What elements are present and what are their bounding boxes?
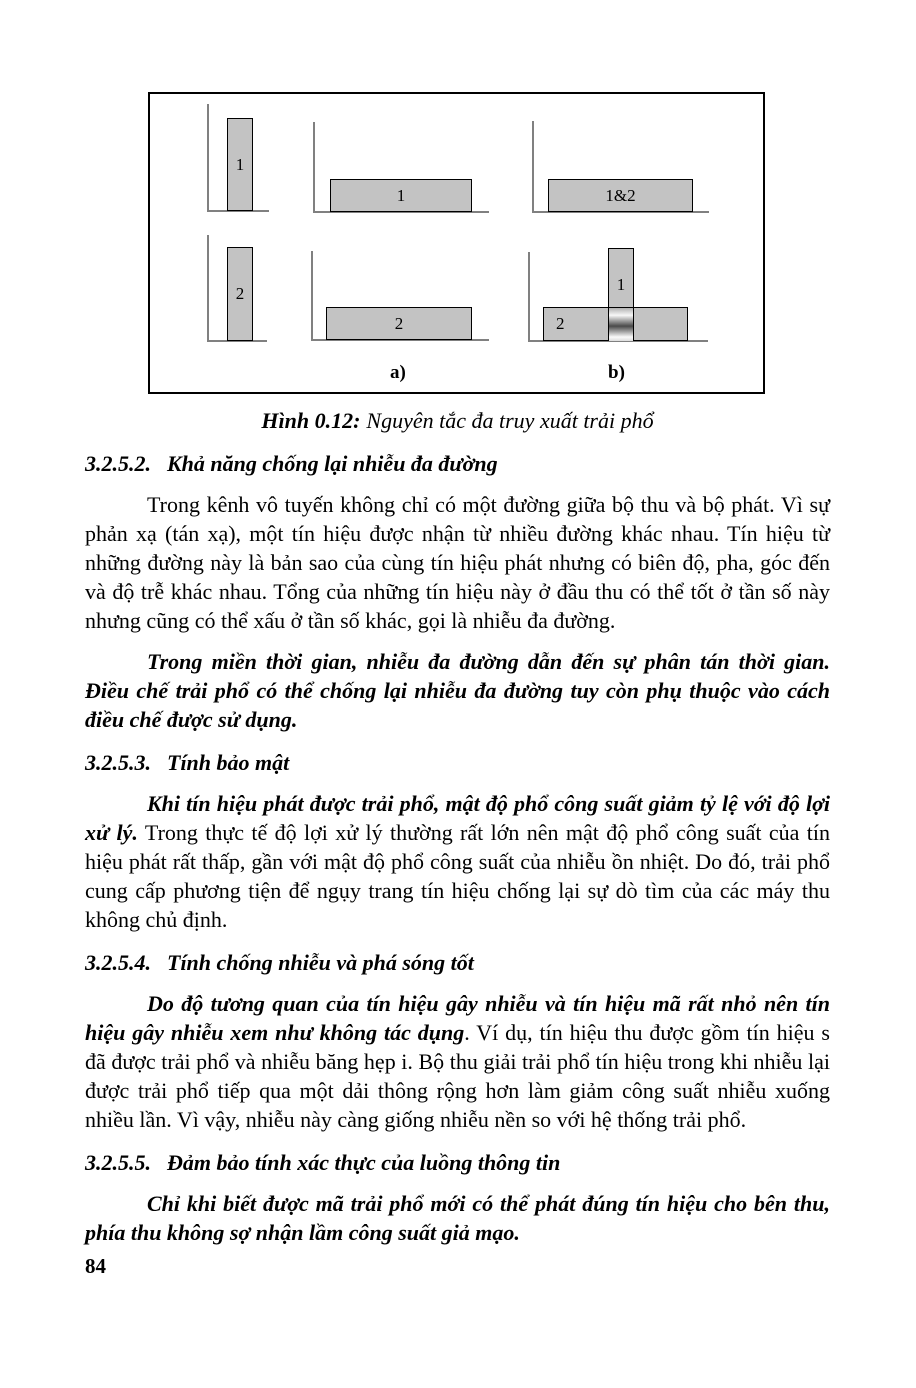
- section-heading-3255: [85, 1148, 830, 1177]
- section-title: Khả năng chống lại nhiễu đa đường: [167, 451, 498, 476]
- paragraph-security: [85, 789, 830, 934]
- section-heading-3253: [85, 748, 830, 777]
- bar-label: 1&2: [605, 185, 636, 205]
- paragraph-text: Trong kênh vô tuyến không chỉ có một đường giữa bộ thu và bộ phát. Vì sự phản xạ (tán xạ), một tín hiệu được nhận từ nhiều đường khác nhau. Tín hiệu từ những đường này là bản sao của cùng tín hiệu phát nhưng có biên độ, pha, góc đến và độ trễ khác nhau. Tổng của những tín hiệu này ở đầu thu có thể tốt ở tần số này nhưng cũng có thể xấu ở tần số khác, gọi là nhiễu đa đường.: [85, 492, 830, 633]
- section-title: Tính chống nhiễu và phá sóng tốt: [167, 950, 474, 975]
- axis-y-top-right: [532, 121, 534, 213]
- figure-multiple-access-diagram: [148, 92, 765, 394]
- interference-overlap-region: [608, 308, 634, 341]
- axis-y-top-middle: [313, 122, 315, 213]
- section-title: Đảm bảo tính xác thực của luồng thông tin: [167, 1150, 561, 1175]
- bar-combined-spread: [548, 179, 693, 212]
- page-content: [0, 92, 916, 1279]
- panel-b-label: b): [608, 362, 625, 383]
- section-number: 3.2.5.4.: [85, 950, 151, 975]
- bar-overlap-narrowband: [608, 248, 634, 308]
- paragraph-text: Trong thực tế độ lợi xử lý thường rất lớn nên mật độ phổ công suất của tín hiệu phát rất thấp, gần với mật độ phổ công suất của nhiễu ồn nhiệt. Do đó, trải phổ cung cấp phương tiện để ngụy trang tín hiệu chống lại sự dò tìm của các máy thu không chủ định.: [85, 820, 831, 932]
- figure-caption: [85, 406, 830, 435]
- bar-label: 2: [235, 284, 245, 303]
- bar-label: 2: [394, 313, 404, 333]
- paragraph-anti-jamming: [85, 989, 830, 1134]
- axis-y-bottom-middle: [311, 251, 313, 341]
- paragraph-multipath-emphasis: [85, 647, 830, 734]
- bar-label: 1: [616, 275, 626, 294]
- paragraph-emphasis-text: Chỉ khi biết được mã trải phổ mới có thể phát đúng tín hiệu cho bên thu, phía thu không sợ nhận lầm công suất giả mạo.: [85, 1191, 830, 1245]
- bar-user1-narrowband: [227, 118, 253, 211]
- bar-label: 2: [556, 314, 565, 333]
- figure-caption-text: Nguyên tắc đa truy xuất trải phổ: [366, 408, 654, 433]
- paragraph-emphasis-text: Trong miền thời gian, nhiễu đa đường dẫn đến sự phân tán thời gian. Điều chế trải phổ có thể chống lại nhiễu đa đường tuy còn phụ thuộc vào cách điều chế được sử dụng.: [85, 649, 830, 732]
- panel-a-label: a): [390, 362, 406, 383]
- bar-label: 1: [396, 185, 406, 205]
- bar-user2-narrowband: [227, 247, 253, 341]
- page-number: 84: [85, 1254, 106, 1278]
- bar-user2-spread: [326, 307, 472, 340]
- paragraph-authenticity: [85, 1189, 830, 1247]
- paragraph-emphasis-text: Do độ tương quan của tín hiệu gây nhiễu và tín hiệu mã rất nhỏ nên tín hiệu gây nhiễu xem như không tác dụng: [85, 991, 830, 1045]
- paragraph-multipath: [85, 490, 830, 635]
- section-heading-3254: [85, 948, 830, 977]
- axis-y-top-left: [207, 104, 209, 212]
- section-heading-3252: [85, 449, 830, 478]
- paragraph-text: . Ví dụ, tín hiệu thu được gồm tín hiệu s đã được trải phổ và nhiễu băng hẹp i. Bộ thu giải trải phổ tín hiệu trong khi nhiễu lại được trải phổ tiếp qua một dải thông rộng hơn làm giảm công suất nhiễu xuống nhiều lần. Vì vậy, nhiễu này càng giống nhiễu nền so với hệ thống trải phổ.: [85, 1020, 830, 1132]
- axis-y-bottom-left: [207, 235, 209, 341]
- axis-y-bottom-right: [528, 252, 530, 341]
- section-number: 3.2.5.5.: [85, 1150, 151, 1175]
- section-title: Tính bảo mật: [167, 750, 290, 775]
- bar-label: 1: [235, 154, 245, 174]
- paragraph-emphasis-text: Khi tín hiệu phát được trải phổ, mật độ phổ công suất giảm tỷ lệ với độ lợi xử lý.: [85, 791, 830, 845]
- bar-user1-spread: [330, 179, 472, 212]
- section-number: 3.2.5.2.: [85, 451, 151, 476]
- figure-caption-number: Hình 0.12:: [261, 408, 361, 433]
- section-number: 3.2.5.3.: [85, 750, 151, 775]
